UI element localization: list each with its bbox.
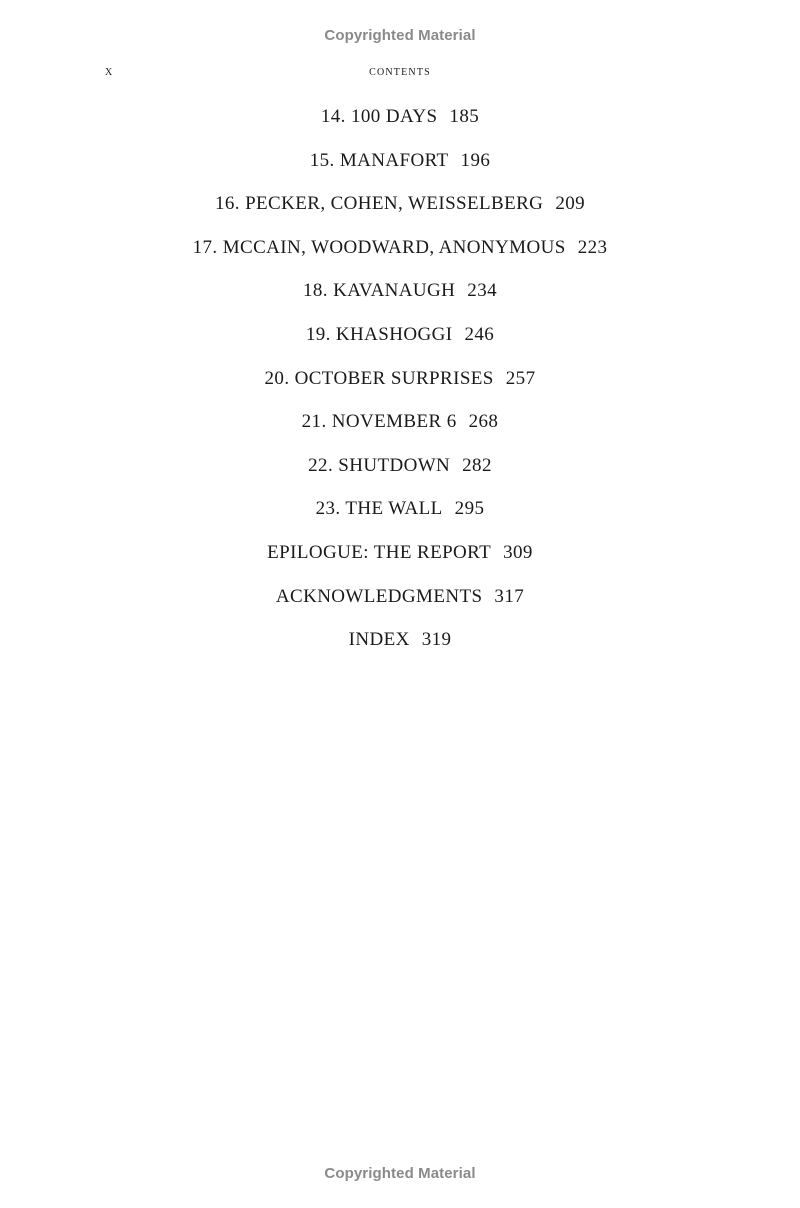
toc-entry-page: 295	[454, 498, 485, 520]
toc-entry	[0, 496, 800, 540]
toc-entry-page: 319	[421, 629, 452, 651]
toc-entry	[0, 584, 800, 628]
toc-entry	[0, 540, 800, 584]
toc-entry-title: EPILOGUE: THE REPORT	[267, 541, 492, 563]
toc-entry	[0, 366, 800, 410]
toc-entry-page: 234	[467, 280, 497, 302]
running-title: contents	[369, 64, 431, 79]
toc-entry-title: 22. SHUTDOWN	[308, 454, 451, 476]
toc-entry-page: 309	[503, 541, 533, 563]
toc-entry-title: 19. KHASHOGGI	[305, 323, 453, 345]
toc-entry	[0, 104, 800, 148]
toc-entry-title: 20. OCTOBER SURPRISES	[264, 367, 494, 389]
toc-entry-page: 246	[464, 323, 495, 345]
toc-entry	[0, 191, 800, 235]
table-of-contents	[0, 104, 800, 671]
toc-entry-page: 223	[577, 236, 608, 258]
toc-entry-title: 15. MANAFORT	[309, 149, 449, 171]
toc-entry	[0, 278, 800, 322]
toc-entry-title: 14. 100 DAYS	[320, 106, 438, 127]
toc-entry	[0, 322, 800, 366]
toc-entry-title: 16. PECKER, COHEN, WEISSELBERG	[214, 193, 544, 215]
toc-entry	[0, 409, 800, 453]
toc-entry-title: 17. MCCAIN, WOODWARD, ANONYMOUS	[192, 236, 566, 258]
toc-entry	[0, 148, 800, 192]
toc-entry-page: 282	[462, 454, 492, 476]
toc-entry-page: 209	[555, 193, 586, 215]
toc-entry-title: INDEX	[348, 629, 410, 651]
toc-entry-title: 21. NOVEMBER 6	[301, 411, 457, 433]
toc-entry-page: 317	[494, 585, 525, 607]
toc-entry-page: 196	[460, 149, 491, 171]
toc-entry-title: ACKNOWLEDGMENTS	[275, 585, 483, 607]
running-head	[0, 64, 800, 84]
toc-entry	[0, 453, 800, 497]
toc-entry-title: 23. THE WALL	[315, 498, 443, 520]
toc-entry	[0, 627, 800, 671]
toc-entry-page: 257	[505, 367, 536, 389]
toc-entry-page: 185	[449, 106, 480, 127]
watermark-bottom: Copyrighted Material	[324, 1165, 476, 1182]
watermark-top: Copyrighted Material	[324, 27, 476, 44]
page-number: x	[105, 64, 114, 79]
toc-entry-page: 268	[468, 411, 499, 433]
toc-entry	[0, 235, 800, 279]
toc-entry-title: 18. KAVANAUGH	[303, 280, 456, 302]
